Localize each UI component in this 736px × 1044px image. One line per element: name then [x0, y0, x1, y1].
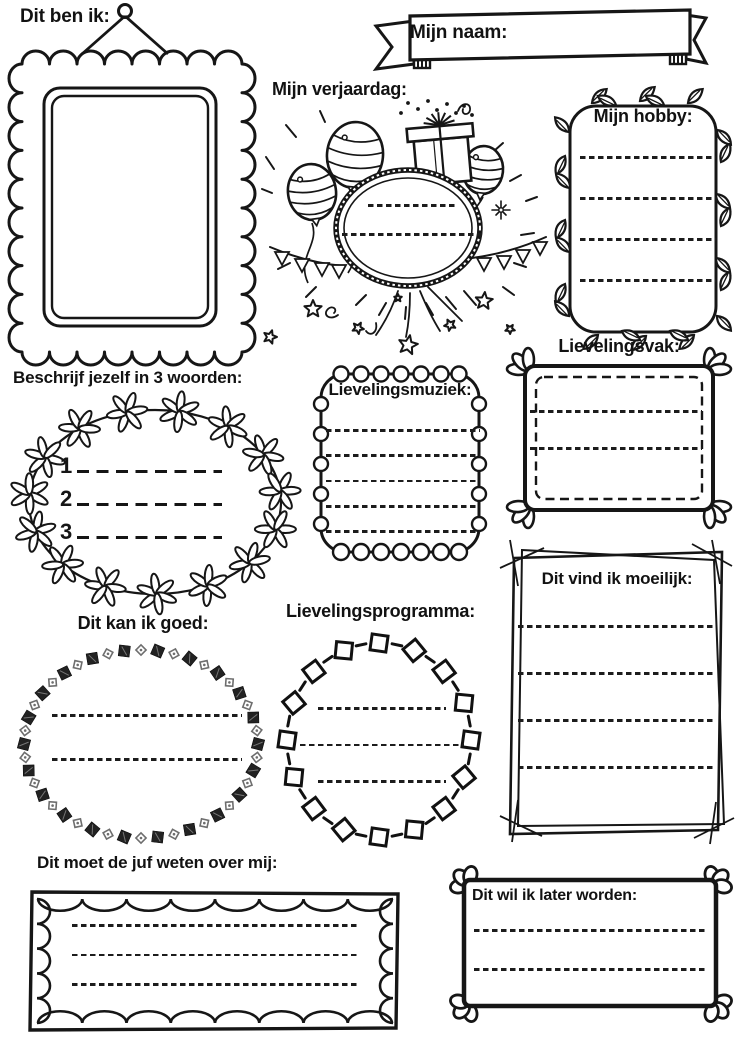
write-lines: [530, 410, 702, 450]
future-job-label: Dit wil ik later worden:: [472, 887, 638, 904]
three-words-label: Beschrijf jezelf in 3 woorden:: [13, 368, 243, 387]
write-lines: [318, 707, 446, 783]
write-line[interactable]: [326, 505, 480, 508]
write-line[interactable]: [72, 983, 360, 986]
write-lines: [518, 625, 714, 769]
word-number: 1: [60, 453, 73, 478]
write-lines: [474, 929, 706, 971]
word-row: [60, 452, 222, 477]
write-line[interactable]: [77, 536, 222, 539]
photo-section-label: Dit ben ik:: [20, 6, 110, 27]
write-line[interactable]: [518, 672, 714, 675]
write-lines: [72, 924, 360, 986]
write-line[interactable]: [72, 924, 360, 927]
write-line[interactable]: [530, 447, 702, 450]
write-line[interactable]: [77, 503, 222, 506]
name-banner-label: Mijn naam:: [410, 22, 508, 43]
teacher-note-label: Dit moet de juf weten over mij:: [37, 853, 278, 872]
write-line[interactable]: [52, 714, 242, 717]
write-line[interactable]: [530, 410, 702, 413]
write-line[interactable]: [518, 625, 714, 628]
write-line[interactable]: [580, 197, 716, 200]
three-words-rows: [60, 452, 222, 543]
favorite-subject-label: Lievelingsvak:: [558, 336, 680, 356]
write-line[interactable]: [580, 238, 716, 241]
write-line[interactable]: [326, 530, 480, 533]
write-line[interactable]: [326, 480, 480, 483]
write-line[interactable]: [318, 707, 446, 710]
write-line[interactable]: [300, 744, 464, 747]
write-line[interactable]: [72, 954, 360, 957]
write-line[interactable]: [318, 780, 446, 783]
birthday-section-label: Mijn verjaardag:: [272, 79, 407, 99]
write-line[interactable]: [77, 470, 222, 473]
write-line[interactable]: [518, 719, 714, 722]
write-line[interactable]: [368, 204, 456, 207]
difficult-label: Dit vind ik moeilijk:: [541, 569, 693, 588]
write-line[interactable]: [474, 968, 706, 971]
write-line[interactable]: [52, 758, 242, 761]
favorite-program-label: Lievelingsprogramma:: [285, 601, 476, 621]
write-lines: [342, 204, 482, 236]
hanging-nail-icon: [119, 5, 132, 18]
good-at-label: Dit kan ik goed:: [77, 613, 209, 633]
write-line[interactable]: [326, 429, 480, 432]
hobby-section-label: Mijn hobby:: [593, 106, 693, 126]
word-row: [60, 485, 222, 510]
write-line[interactable]: [474, 929, 706, 932]
write-lines: [52, 714, 242, 761]
word-number: 3: [60, 519, 73, 544]
favorite-music-label: Lievelingsmuziek:: [328, 380, 472, 399]
write-line[interactable]: [342, 233, 482, 236]
write-line[interactable]: [580, 156, 716, 159]
write-line[interactable]: [326, 454, 480, 457]
write-lines: [580, 156, 716, 282]
word-number: 2: [60, 486, 73, 511]
write-line[interactable]: [580, 279, 716, 282]
photo-area[interactable]: [44, 88, 216, 326]
photo-frame-doodle: [6, 0, 256, 360]
write-line[interactable]: [518, 766, 714, 769]
write-lines: [326, 429, 480, 533]
word-row: [60, 518, 222, 543]
